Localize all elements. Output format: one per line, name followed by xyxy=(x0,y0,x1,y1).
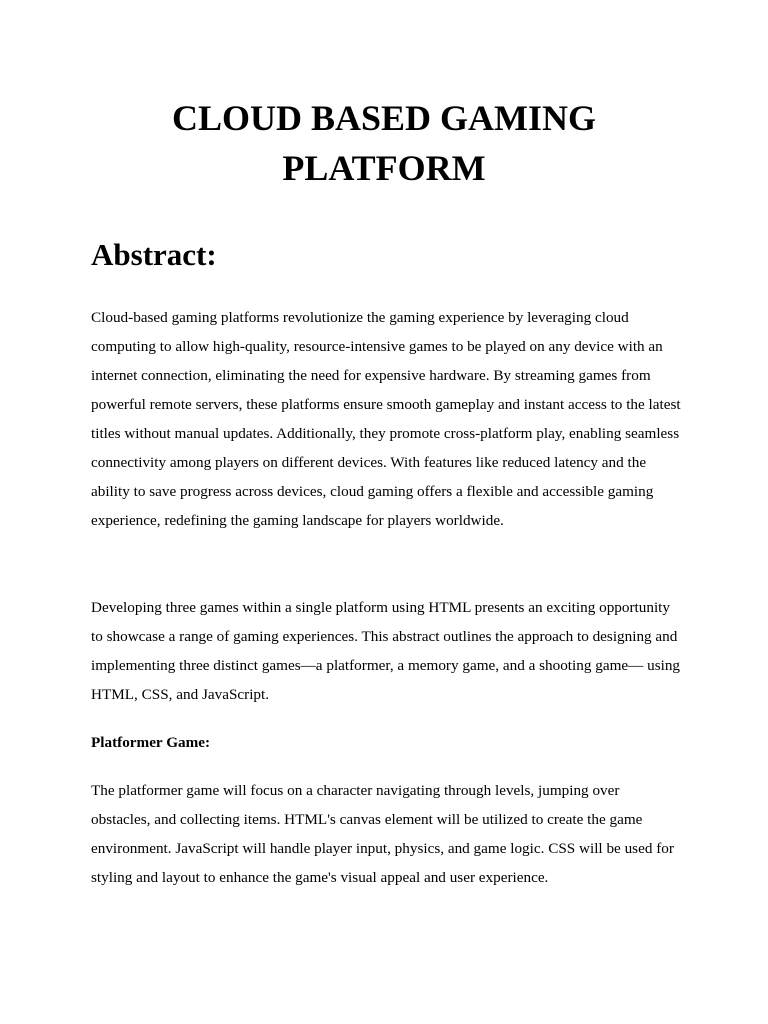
abstract-paragraph-1: Cloud-based gaming platforms revolutionize the gaming experience by leveraging cloud computing to allow high-quality, resource-intensive games to be played on any device with an internet connection, eliminating the need for expensive hardware. By streaming games from powerful remote servers, these platforms ensure smooth gameplay and instant access to the latest titles without manual updates. Additionally, they promote cross-platform play, enabling seamless connectivity among players on different devices. With features like reduced latency and the ability to save progress across devices, cloud gaming offers a flexible and accessible gaming experience, redefining the gaming landscape for players worldwide. xyxy=(91,309,681,529)
abstract-paragraph-2: Developing three games within a single platform using HTML presents an exciting opportunity to showcase a range of gaming experiences. This abstract outlines the approach to designing and implementing three distinct games—a platformer, a memory game, and a shooting game— using HTML, CSS, and JavaScript. xyxy=(91,599,681,703)
platformer-game-heading: Platformer Game: xyxy=(91,734,211,751)
document-title: CLOUD BASED GAMING PLATFORM xyxy=(171,98,597,188)
abstract-heading: Abstract: xyxy=(91,237,217,272)
platformer-game-paragraph: The platformer game will focus on a character navigating through levels, jumping over obstacles, and collecting items. HTML's canvas element will be utilized to create the game environment. JavaScript will handle player input, physics, and game logic. CSS will be used for styling and layout to enhance the game's visual appeal and user experience. xyxy=(91,782,674,886)
